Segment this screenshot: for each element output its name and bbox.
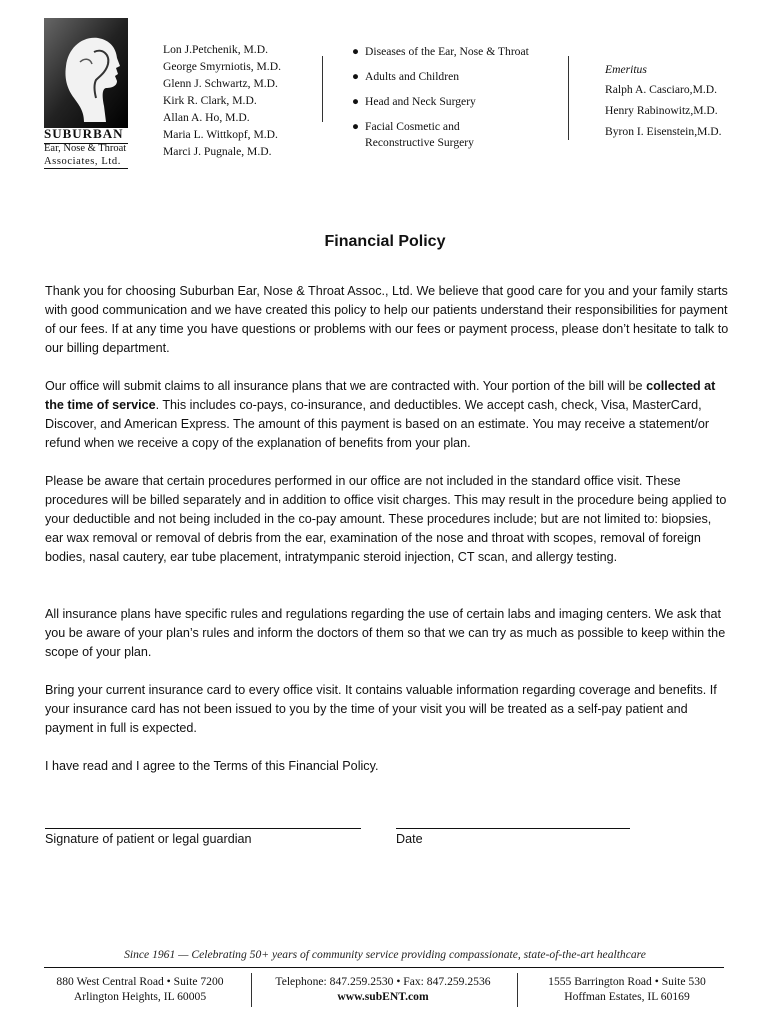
- bullet-icon: ●: [352, 95, 360, 108]
- service-label: Diseases of the Ear, Nose & Throat: [365, 45, 529, 58]
- signature-label: Signature of patient or legal guardian: [45, 832, 252, 846]
- logo-subtitle-line2: Associates, Ltd.: [44, 155, 128, 169]
- header-divider: [568, 56, 569, 140]
- footer-address-arlington: [44, 974, 236, 1004]
- paragraph-agreement: I have read and I agree to the Terms of this Financial Policy.: [45, 759, 379, 773]
- footer-address-line2: Arlington Heights, IL 60005: [73, 990, 207, 1003]
- service-label: Head and Neck Surgery: [365, 95, 476, 108]
- head-profile-logo-icon: [44, 18, 128, 128]
- footer-address-hoffman: [527, 974, 727, 1004]
- page-title: Financial Policy: [324, 233, 446, 250]
- service-item: [352, 119, 557, 151]
- doctor-name: Maria L. Wittkopf, M.D.: [163, 128, 278, 141]
- doctors-list: [163, 41, 318, 160]
- paragraph-intro: Thank you for choosing Suburban Ear, Nose & Throat Assoc., Ltd. We believe that good care for you and your family starts with good communication and we have created this policy to help our patients understand their responsibilities for payment of our fees. If at any time you have questions or problems with our fees or payment process, please don’t hesitate to talk to our billing department.: [45, 284, 729, 355]
- paragraph-claims-emphasis: collected at the time of service: [45, 379, 716, 412]
- emeritus-heading: Emeritus: [605, 63, 647, 76]
- paragraph-claims: [45, 377, 729, 453]
- emeritus-doctor: Henry Rabinowitz,M.D.: [605, 104, 718, 117]
- doctor-name: Allan A. Ho, M.D.: [163, 111, 250, 124]
- service-label: Facial Cosmetic and: [365, 120, 460, 133]
- paragraph-claims-text-cont: . This includes co-pays, co-insurance, and deductibles. We accept cash, check, Visa, MasterCard, Discover, and American Express. The amount of this payment is based on an estimate. You may receive a statement/or refund when we receive a copy of the explanation of benefits from your plan.: [45, 398, 710, 450]
- footer-divider-right: [517, 973, 518, 1007]
- bullet-icon: ●: [352, 120, 360, 133]
- footer-divider-left: [251, 973, 252, 1007]
- logo-subtitle: [44, 142, 128, 169]
- header-divider: [322, 56, 323, 122]
- emeritus-doctor: Ralph A. Casciaro,M.D.: [605, 83, 718, 96]
- bullet-icon: ●: [352, 70, 360, 83]
- paragraph-insurance-rules: All insurance plans have specific rules and regulations regarding the use of certain labs and imaging centers. We ask that you be aware of your plan’s rules and inform the doctors of them so that we can try as much as possible to keep within the scope of your plan.: [45, 607, 726, 659]
- doctor-name: Lon J.Petchenik, M.D.: [163, 43, 268, 56]
- footer-website-link[interactable]: [258, 989, 508, 1004]
- paragraph-insurance-card: Bring your current insurance card to every office visit. It contains valuable information regarding coverage and benefits. If your insurance card has not been issued to you by the time of your visit you will be treated as a self-pay patient and payment in full is expected.: [45, 683, 717, 735]
- logo-subtitle-line1: Ear, Nose & Throat: [44, 143, 127, 154]
- signature-line[interactable]: [45, 828, 361, 829]
- footer-contact: [258, 974, 508, 1004]
- footer-address-line1: 880 West Central Road • Suite 7200: [56, 975, 224, 988]
- footer-address-line1: 1555 Barrington Road • Suite 530: [548, 975, 706, 988]
- logo-name: SUBURBAN: [44, 126, 128, 144]
- bullet-icon: ●: [352, 45, 360, 58]
- doctor-name: Marci J. Pugnale, M.D.: [163, 145, 272, 158]
- footer-phone-fax: Telephone: 847.259.2530 • Fax: 847.259.2536: [275, 975, 491, 988]
- paragraph-claims-text: Our office will submit claims to all insurance plans that we are contracted with. Your portion of the bill will be: [45, 379, 647, 393]
- practice-logo: [44, 18, 128, 170]
- service-item: [352, 69, 557, 85]
- doctor-name: Kirk R. Clark, M.D.: [163, 94, 257, 107]
- service-label-line2: Reconstructive Surgery: [365, 136, 474, 149]
- emeritus-doctor: Byron I. Eisenstein,M.D.: [605, 125, 722, 138]
- date-label: Date: [396, 832, 423, 846]
- paragraph-procedures: Please be aware that certain procedures performed in our office are not included in the standard office visit. These procedures will be billed separately and in addition to office visit charges. This may result in the procedure being applied to your deductible and not being included in the co-pay amount. These procedures include; but are not limited to: biopsies, ear wax removal or removal of debris from the ear, examination of the nose and throat with scopes, removal of foreign bodies, nasal cautery, ear tube placement, intratympanic steroid injection, CT scan, and allergy testing.: [45, 474, 727, 564]
- services-list: [352, 44, 557, 160]
- website-link-text[interactable]: www.subENT.com: [337, 990, 429, 1003]
- emeritus-list: [605, 62, 745, 142]
- service-item: [352, 44, 557, 60]
- doctor-name: Glenn J. Schwartz, M.D.: [163, 77, 278, 90]
- footer-address-line2: Hoffman Estates, IL 60169: [564, 990, 690, 1003]
- service-item: [352, 94, 557, 110]
- footer-divider: [44, 967, 724, 968]
- doctor-name: George Smyrniotis, M.D.: [163, 60, 281, 73]
- date-line[interactable]: [396, 828, 630, 829]
- service-label: Adults and Children: [365, 70, 460, 83]
- footer-tagline: Since 1961 — Celebrating 50+ years of community service providing compassionate, state-of-the-art healthcare: [124, 948, 646, 961]
